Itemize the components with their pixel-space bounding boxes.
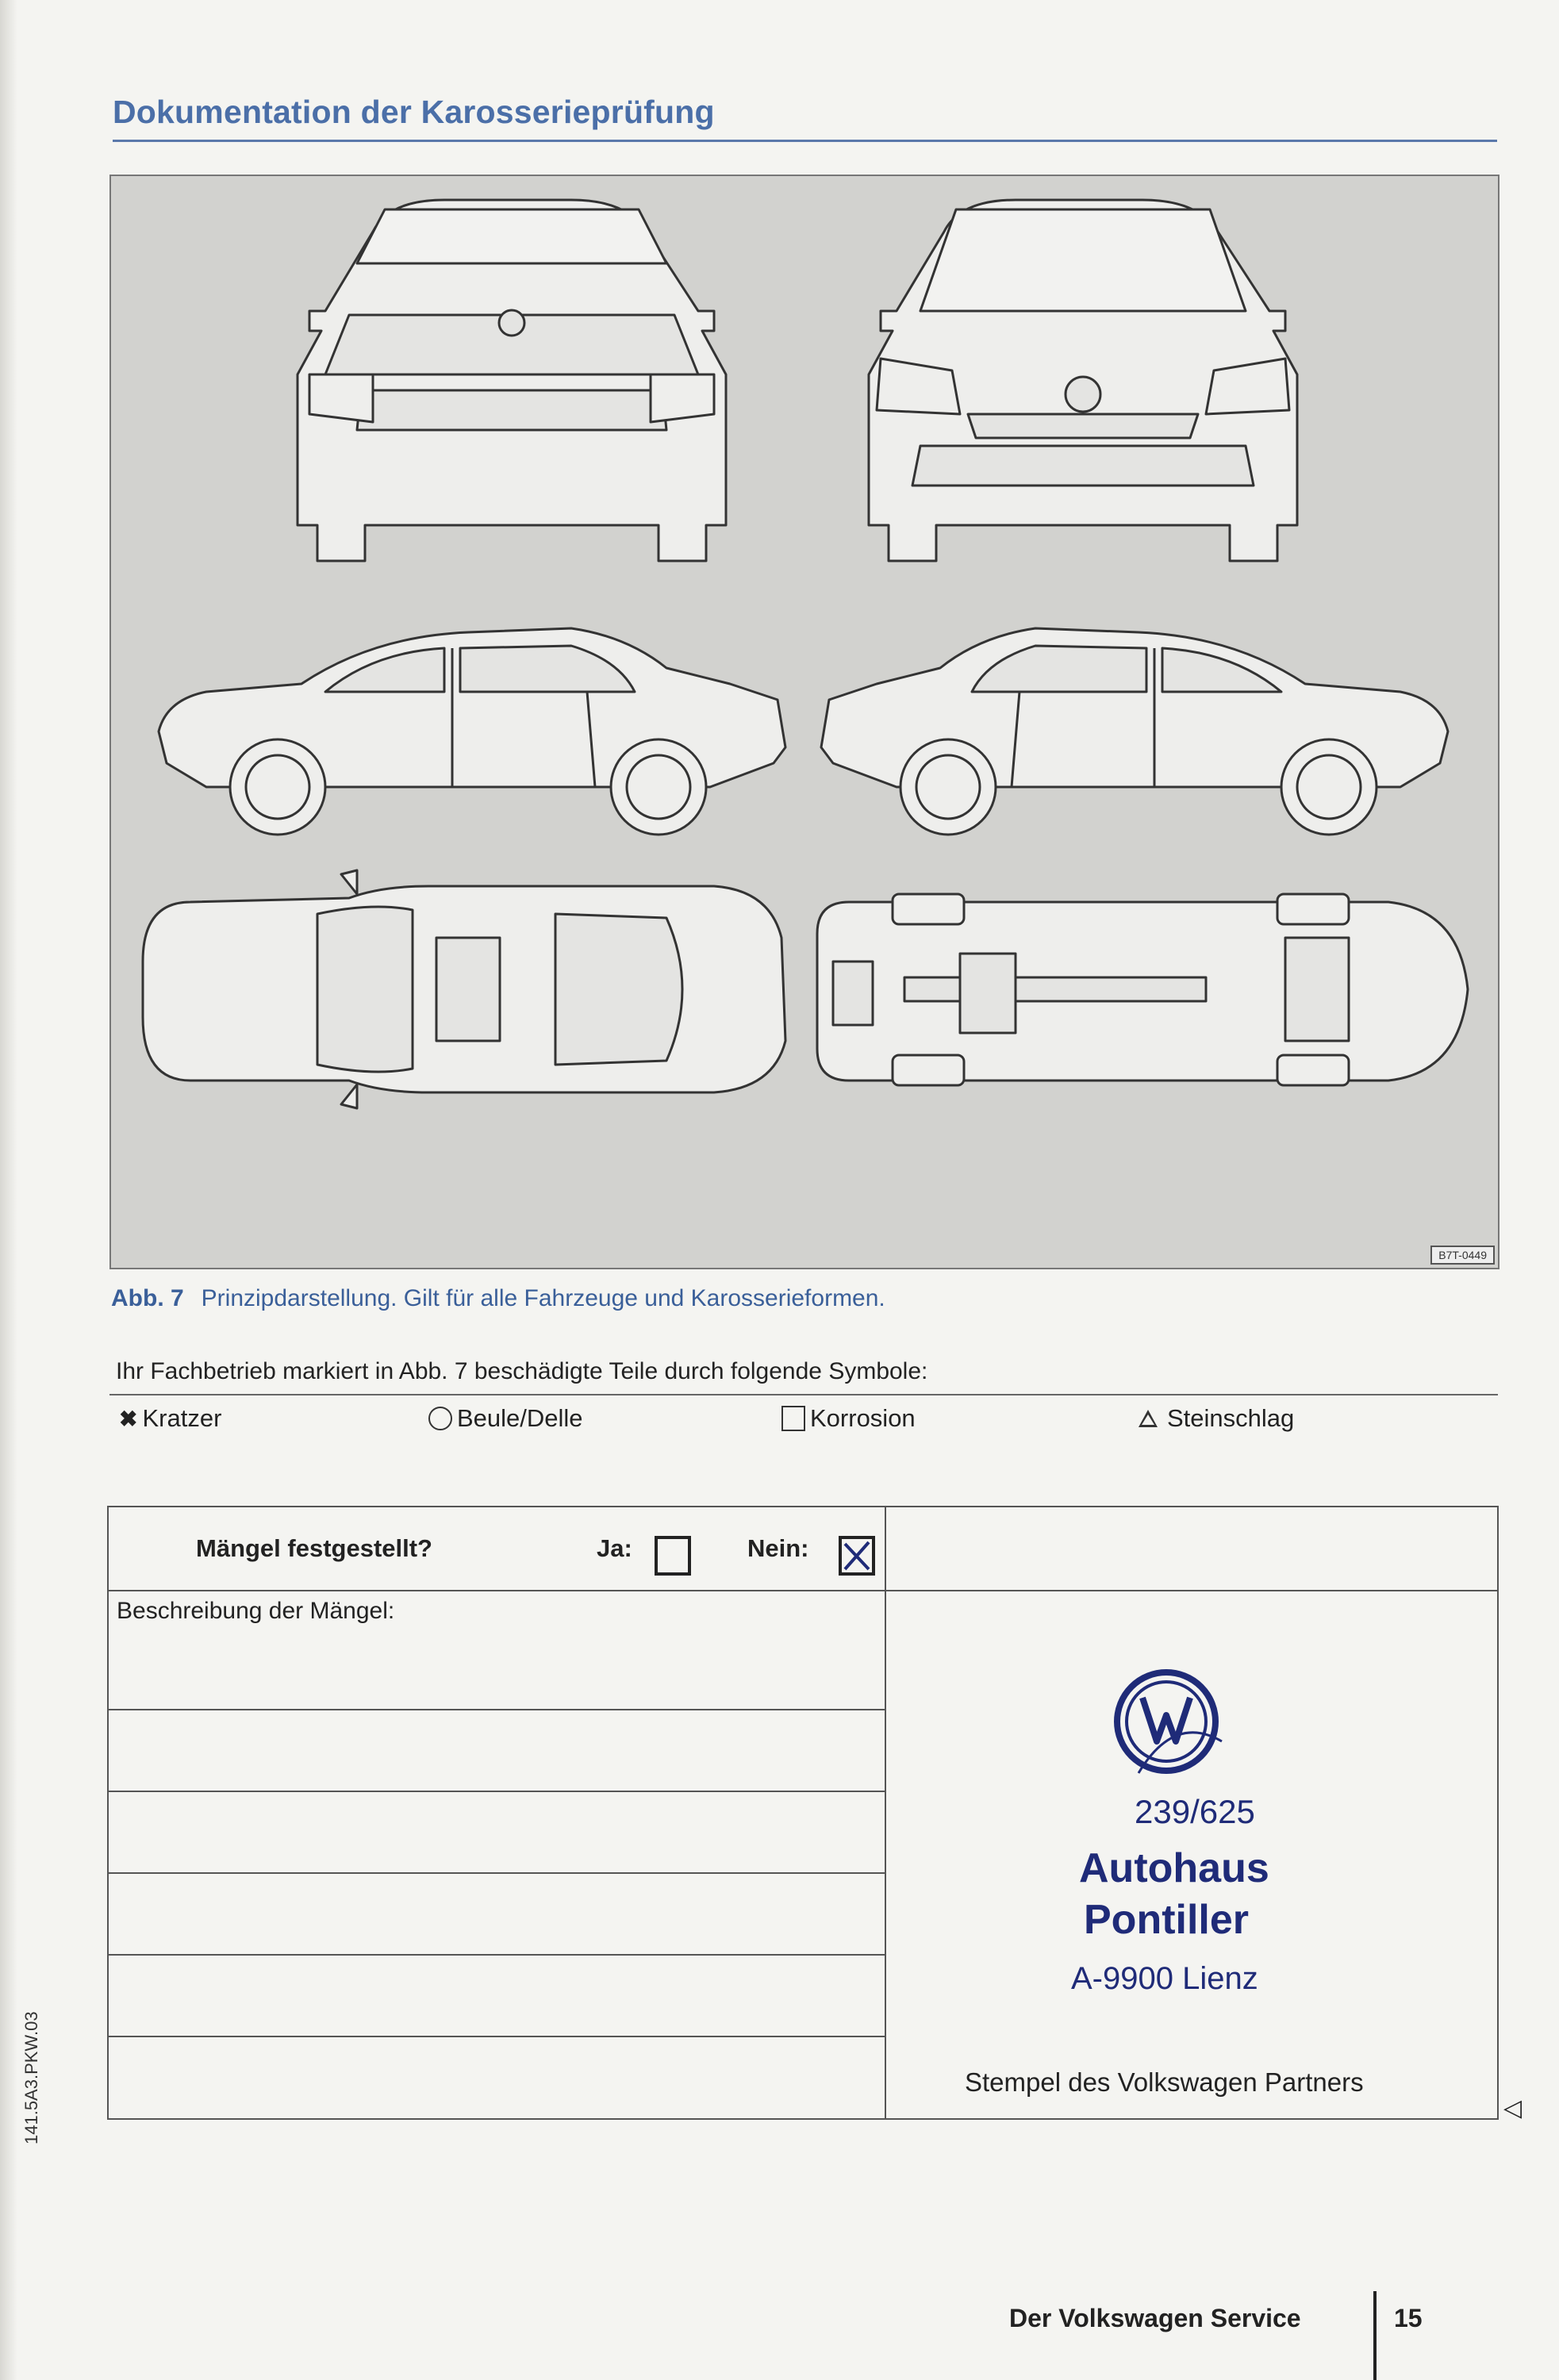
page-gutter <box>0 0 17 2380</box>
description-line <box>109 1791 885 1792</box>
stamp-line3: A-9900 Lienz <box>1071 1961 1258 1996</box>
legend-label: Beule/Delle <box>457 1404 583 1432</box>
yes-checkbox[interactable] <box>655 1536 691 1576</box>
car-front-view <box>869 200 1297 561</box>
defects-form <box>107 1506 1499 2120</box>
checkmark-icon <box>842 1539 872 1572</box>
description-line <box>109 1872 885 1874</box>
yes-label: Ja: <box>597 1534 632 1562</box>
page-number: 15 <box>1394 2304 1423 2332</box>
no-label: Nein: <box>747 1534 809 1562</box>
caption-label: Abb. 7 <box>111 1285 184 1311</box>
legend-stone-chip <box>1139 1404 1294 1433</box>
side-code: 141.5A3.PKW.03 <box>21 2011 41 2144</box>
car-underbody-view <box>817 894 1468 1085</box>
dealer-stamp <box>936 1666 1269 2015</box>
car-rear-view <box>298 200 726 561</box>
triangle-marker-icon: ◁ <box>1503 2095 1523 2121</box>
page-title: Dokumentation der Karosserieprüfung <box>113 94 715 130</box>
caption-text: Prinzipdarstellung. Gilt für alle Fahrzeuge und Karosserieformen. <box>201 1285 885 1311</box>
legend-scratch <box>119 1404 221 1433</box>
symbol-instructions: Ihr Fachbetrieb markiert in Abb. 7 beschädigte Teile durch folgende Symbole: <box>116 1358 928 1384</box>
square-icon <box>781 1406 805 1431</box>
description-line <box>109 1954 885 1956</box>
description-line <box>109 2036 885 2037</box>
title-rule <box>113 140 1497 142</box>
triangle-icon <box>1139 1410 1158 1427</box>
description-line <box>109 1709 885 1710</box>
stamp-number: 239/625 <box>1135 1793 1255 1830</box>
figure-caption <box>111 1285 885 1312</box>
instructions-rule <box>109 1394 1498 1395</box>
footer-section: Der Volkswagen Service <box>1009 2304 1301 2332</box>
legend-corrosion <box>781 1404 916 1433</box>
footer-divider <box>1373 2291 1377 2380</box>
car-side-view-left <box>159 628 785 835</box>
legend-dent <box>428 1404 583 1433</box>
stamp-line1: Autohaus <box>1079 1845 1269 1891</box>
legend-label: Korrosion <box>810 1404 916 1432</box>
form-header-rule <box>109 1590 1497 1591</box>
form-divider <box>885 1507 886 2118</box>
no-checkbox[interactable] <box>839 1536 875 1576</box>
car-diagram-figure <box>109 175 1499 1269</box>
car-side-view-right <box>821 628 1448 835</box>
vw-logo-icon <box>1111 1666 1230 1785</box>
description-label: Beschreibung der Mängel: <box>117 1598 395 1624</box>
legend-label: Steinschlag <box>1167 1404 1295 1432</box>
car-top-view <box>143 870 785 1108</box>
stamp-caption: Stempel des Volkswagen Partners <box>965 2067 1364 2097</box>
legend-label: Kratzer <box>142 1404 222 1432</box>
car-outlines <box>111 176 1498 1268</box>
stamp-line2: Pontiller <box>1084 1897 1250 1943</box>
x-icon: ✖ <box>119 1406 138 1431</box>
defects-question: Mängel festgestellt? <box>196 1534 432 1562</box>
circle-icon <box>428 1407 452 1430</box>
figure-code: B7T-0449 <box>1430 1246 1495 1265</box>
